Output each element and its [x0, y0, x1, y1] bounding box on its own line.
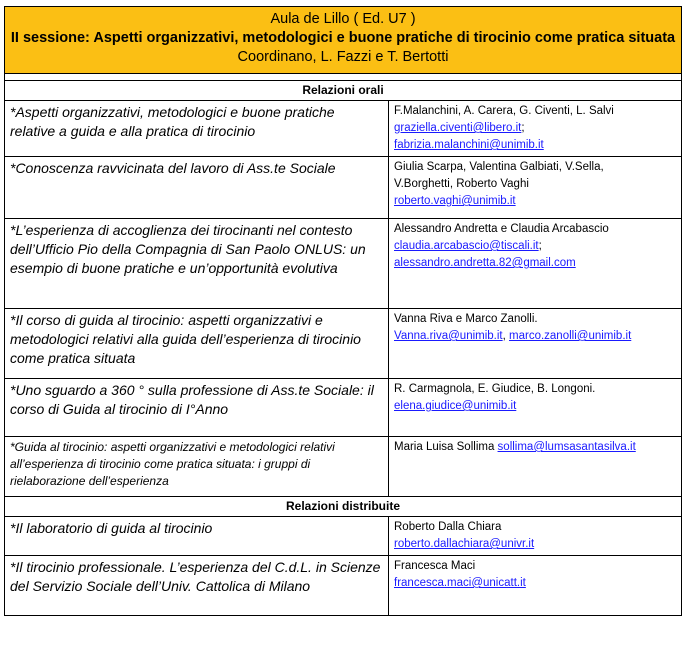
email-link[interactable]: elena.giudice@unimib.it	[394, 400, 517, 412]
talk-title: *Il tirocinio professionale. L’esperienza del C.d.L. in Scienze del Servizio Sociale dell’Univ. Cattolica di Milano	[5, 556, 389, 616]
email-link[interactable]: sollima@lumsasantasilva.it	[497, 441, 636, 453]
talk-authors	[389, 309, 682, 379]
talk-authors	[389, 379, 682, 437]
author-names: Roberto Dalla Chiara	[394, 521, 502, 533]
email-separator: ;	[521, 122, 525, 134]
email-link[interactable]: francesca.maci@unicatt.it	[394, 577, 526, 589]
session-title: II sessione: Aspetti organizzativi, metodologici e buone pratiche di tirocinio come pratica situata	[10, 30, 676, 46]
table-row	[5, 157, 682, 219]
author-names: V.Borghetti, Roberto Vaghi	[394, 178, 529, 190]
talk-title: *Il corso di guida al tirocinio: aspetti organizzativi e metodologici relativi alla guida dell’esperienza di tirocinio come pratica situata	[5, 309, 389, 379]
talk-title: *Conoscenza ravvicinata del lavoro di Ass.te Sociale	[5, 157, 389, 219]
section-heading-distributed: Relazioni distribuite	[5, 497, 682, 517]
author-names: Vanna Riva e Marco Zanolli.	[394, 313, 538, 325]
email-separator: ,	[502, 330, 510, 342]
email-separator: ;	[538, 240, 542, 252]
talk-authors	[389, 556, 682, 616]
email-link[interactable]: Vanna.riva@unimib.it	[394, 330, 503, 342]
talk-title: *L’esperienza di accoglienza dei tirocinanti nel contesto dell’Ufficio Pio della Compagnia di San Paolo ONLUS: un esempio di buone pratiche e un’opportunità evolutiva	[5, 219, 389, 309]
email-link[interactable]: roberto.vaghi@unimib.it	[394, 195, 516, 207]
email-link[interactable]: roberto.dallachiara@univr.it	[394, 538, 535, 550]
table-row	[5, 379, 682, 437]
section-heading-oral: Relazioni orali	[5, 81, 682, 101]
email-link[interactable]: marco.zanolli@unimib.it	[509, 330, 632, 342]
room-line: Aula de Lillo ( Ed. U7 )	[270, 11, 416, 27]
table-row	[5, 437, 682, 497]
email-link[interactable]: graziella.civenti@libero.it	[394, 122, 522, 134]
session-header	[5, 7, 682, 74]
author-names: F.Malanchini, A. Carera, G. Civenti, L. Salvi	[394, 105, 614, 117]
session-header-row	[5, 7, 682, 74]
program-table	[4, 6, 682, 616]
talk-title: *Guida al tirocinio: aspetti organizzativi e metodologici relativi all’esperienza di tirocinio come pratica situata: i gruppi di rielaborazione dell’esperienza	[5, 437, 389, 497]
author-names: Giulia Scarpa, Valentina Galbiati, V.Sella,	[394, 161, 604, 173]
talk-authors	[389, 219, 682, 309]
author-names: Maria Luisa Sollima	[394, 441, 498, 453]
email-link[interactable]: claudia.arcabascio@tiscali.it	[394, 240, 539, 252]
author-names: R. Carmagnola, E. Giudice, B. Longoni.	[394, 383, 596, 395]
section-heading-row	[5, 81, 682, 101]
section-heading-row	[5, 497, 682, 517]
author-names: Francesca Maci	[394, 560, 476, 572]
talk-authors	[389, 157, 682, 219]
talk-authors	[389, 101, 682, 157]
table-row	[5, 219, 682, 309]
program-page	[4, 6, 681, 616]
table-row	[5, 556, 682, 616]
spacer-row	[5, 74, 682, 81]
table-row	[5, 517, 682, 556]
talk-title: *Uno sguardo a 360 ° sulla professione di Ass.te Sociale: il corso di Guida al tirocinio di I°Anno	[5, 379, 389, 437]
table-row	[5, 309, 682, 379]
talk-title: *Il laboratorio di guida al tirocinio	[5, 517, 389, 556]
email-link[interactable]: fabrizia.malanchini@unimib.it	[394, 139, 544, 151]
coordinators-line: Coordinano, L. Fazzi e T. Bertotti	[237, 49, 449, 65]
email-link[interactable]: alessandro.andretta.82@gmail.com	[394, 257, 576, 269]
table-row	[5, 101, 682, 157]
author-names: Alessandro Andretta e Claudia Arcabascio	[394, 223, 609, 235]
talk-title: *Aspetti organizzativi, metodologici e buone pratiche relative a guida e alla pratica di tirocinio	[5, 101, 389, 157]
talk-authors	[389, 437, 682, 497]
talk-authors	[389, 517, 682, 556]
